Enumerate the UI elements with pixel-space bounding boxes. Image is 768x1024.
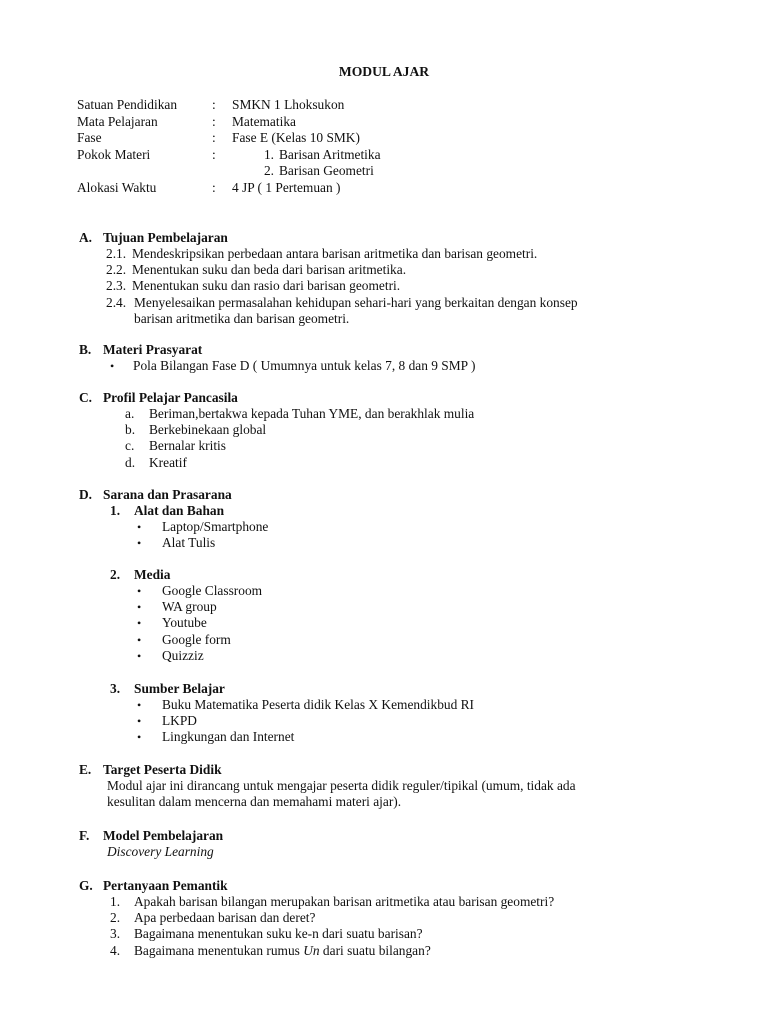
list-item: 2.1. Mendeskripsikan perbedaan antara barisan aritmetika dan barisan geometri. (106, 246, 538, 261)
list-item: 2.2. Menentukan suku dan beda dari barisan aritmetika. (106, 262, 407, 278)
section-heading: E. Target Peserta Didik (79, 762, 222, 777)
info-label: Mata Pelajaran (77, 113, 158, 129)
list-item: • Google Classroom (137, 583, 263, 598)
bullet-icon: • (137, 730, 142, 745)
bullet-icon: • (137, 536, 142, 551)
list-item: c. Bernalar kritis (125, 438, 226, 454)
list-item: 2.4. Menyelesaikan permasalahan kehidupan sehari-hari yang berkaitan dengan konsep (106, 294, 578, 310)
bullet-icon: • (137, 600, 142, 615)
section-heading: G. Pertanyaan Pemantik (79, 878, 228, 893)
list-item: • LKPD (137, 713, 197, 729)
section-pertanyaan (0, 878, 768, 959)
section-profil (0, 390, 768, 471)
list-item: 4. Bagaimana menentukan rumus Un dari suatu bilangan? (110, 942, 431, 958)
list-item: • Lingkungan dan Internet (137, 729, 295, 745)
bullet-icon: • (137, 714, 142, 729)
info-label: Alokasi Waktu (77, 179, 157, 195)
info-value: SMKN 1 Lhoksukon (232, 97, 345, 112)
section-heading: B. Materi Prasyarat (79, 342, 203, 357)
list-item: 3. Bagaimana menentukan suku ke-n dari suatu barisan? (110, 926, 423, 942)
info-label: Pokok Materi (77, 146, 151, 162)
list-item: • Buku Matematika Peserta didik Kelas X Kemendikbud RI (137, 697, 475, 712)
list-item: 2.3. Menentukan suku dan rasio dari barisan geometri. (106, 278, 401, 294)
section-heading: F. Model Pembelajaran (79, 828, 224, 843)
document-page: MODUL AJAR Satuan Pendidikan : SMKN 1 Lhoksukon Mata Pelajaran : Matematika Fase : Fase E (Kelas 10 SMK) Pokok Materi : 1. Barisan Aritmetika 2. Barisan Geometri Alokasi Waktu : 4 JP ( 1 Pertemuan ) A. Tujuan Pembelajaran 2.1. Mendeskripsikan perbedaan antara barisan aritmetika dan barisan geometri. 2.2. Menentukan suku dan beda dari barisan aritmetika. 2.3. Menentukan suku dan rasio dari barisan geometri. 2.4. Menyelesaikan permasalahan kehidupan sehari-hari yang berkaitan dengan konsep barisan aritmetika dan barisan geometri. B. Materi Prasyarat • Pola Bilangan Fase D ( Umumnya untuk kelas 7, 8 dan 9 SMP ) C. Profil Pelajar Pancasila a. Beriman,bertakwa kepada Tuhan YME, dan berakhlak mulia b. Berkebinekaan global c. Bernalar kritis d. Kreatif D. Sarana dan Prasarana 1. Alat dan Bahan • Laptop/Smartphone • Alat Tulis 2. Media • Google Classroom • WA group • Youtube • Google form • Quizziz 3. Sumber Belajar • Buku Matematika Peserta didik Kelas X Kemendikbud RI • LKPD • Lingkungan dan Internet E. Target Peserta Didik Modul ajar ini dirancang untuk mengajar peserta didik reguler/tipikal (umum, tidak ada kesulitan dalam mencerna dan memahami materi ajar). F. Model Pembelajaran Discovery Learning G. Pertanyaan Pemantik 1. Apakah barisan bilangan merupakan barisan aritmetika atau barisan geometri? 2. Apa perbedaan barisan dan deret? 3. Bagaimana menentukan suku ke-n dari suatu barisan? 4. Bagaimana menentukan rumus Un dari suatu bilangan? (0, 0, 768, 1024)
section-heading: D. Sarana dan Prasarana (79, 487, 232, 502)
subsection-heading: 2. Media (110, 567, 171, 582)
bullet-icon: • (137, 520, 142, 534)
list-item: d. Kreatif (125, 454, 187, 470)
bullet-icon: • (110, 359, 115, 373)
list-item: a. Beriman,bertakwa kepada Tuhan YME, dan berakhlak mulia (125, 406, 475, 421)
subsection-media (0, 567, 768, 664)
bullet-icon: • (137, 698, 142, 712)
bullet-icon: • (137, 584, 142, 598)
info-label: Satuan Pendidikan (77, 97, 178, 112)
bullet-icon: • (137, 648, 142, 663)
bullet-icon: • (137, 616, 142, 631)
section-heading: C. Profil Pelajar Pancasila (79, 390, 238, 405)
document-title: MODUL AJAR (338, 64, 430, 79)
info-colon: : (212, 97, 216, 112)
list-item: • Quizziz (137, 647, 204, 663)
subsection-heading: 3. Sumber Belajar (110, 681, 225, 696)
info-value: Matematika (232, 113, 296, 129)
section-model (0, 828, 768, 859)
list-item: • WA group (137, 599, 217, 615)
section-sarana (0, 487, 768, 551)
subsection-heading: 1. Alat dan Bahan (110, 503, 225, 518)
section-target (0, 762, 768, 810)
paragraph: Discovery Learning (107, 844, 214, 859)
section-tujuan (0, 230, 768, 327)
info-colon: : (212, 146, 216, 162)
list-item: 1. Apakah barisan bilangan merupakan barisan aritmetika atau barisan geometri? (110, 894, 555, 909)
paragraph: Modul ajar ini dirancang untuk mengajar peserta didik reguler/tipikal (umum, tidak ada kesulitan dalam mencerna dan memahami materi ajar). (107, 778, 576, 810)
section-prasyarat (0, 342, 768, 374)
list-item: • Google form (137, 631, 231, 647)
list-item: • Youtube (137, 615, 207, 631)
list-item: 2. Apa perbedaan barisan dan deret? (110, 910, 316, 926)
list-item: b. Berkebinekaan global (125, 422, 267, 438)
info-colon: : (212, 179, 216, 195)
subsection-sumber (0, 681, 768, 746)
info-value: Fase E (Kelas 10 SMK) (232, 130, 360, 145)
list-item: • Laptop/Smartphone (137, 519, 269, 534)
info-value: 4 JP ( 1 Pertemuan ) (232, 179, 341, 195)
info-colon: : (212, 130, 216, 145)
bullet-icon: • (137, 632, 142, 647)
list-item: • Pola Bilangan Fase D ( Umumnya untuk kelas 7, 8 dan 9 SMP ) (110, 358, 476, 373)
list-item: • Alat Tulis (137, 535, 216, 551)
info-label: Fase (77, 130, 102, 145)
list-item-continuation: barisan aritmetika dan barisan geometri. (134, 310, 350, 326)
info-colon: : (212, 113, 216, 129)
section-heading: A. Tujuan Pembelajaran (79, 230, 228, 245)
